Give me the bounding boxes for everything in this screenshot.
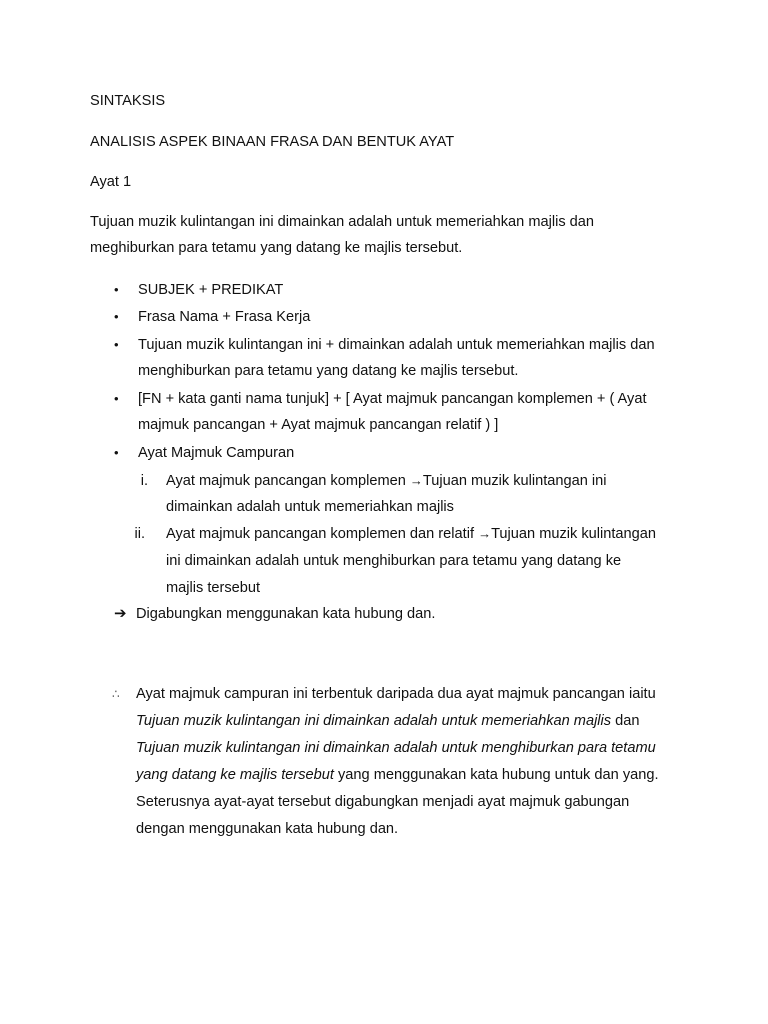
conclusion-line-5: Seterusnya ayat-ayat tersebut digabungkan menjadi ayat majmuk gabungan	[136, 794, 630, 810]
roman-item-ii-label: Ayat majmuk pancangan komplemen dan relatif	[166, 526, 479, 542]
bullet-item-phrase: Frasa Nama + Frasa Kerja	[138, 309, 311, 325]
roman-item-ii-text: Tujuan muzik kulintangan	[491, 526, 657, 542]
sentence-line-2: meghiburkan para tetamu yang datang ke majlis tersebut.	[90, 240, 463, 256]
bullet-item-formula-line-1: [FN + kata ganti nama tunjuk] + [ Ayat majmuk pancangan komplemen + ( Ayat	[138, 391, 647, 407]
sentence-line-1: Tujuan muzik kulintangan ini dimainkan adalah untuk memeriahkan majlis dan	[90, 214, 595, 230]
bullet-icon: •	[114, 309, 119, 324]
bullet-item-structure: SUBJEK + PREDIKAT	[138, 282, 284, 298]
conclusion-text: yang menggunakan kata hubung untuk dan yang.	[333, 767, 659, 783]
roman-item-i-line-2: dimainkan adalah untuk memeriahkan majlis	[166, 499, 454, 515]
conclusion-line-6: dengan menggunakan kata hubung dan.	[136, 821, 399, 837]
conclusion-line-1: Ayat majmuk campuran ini terbentuk daripada dua ayat majmuk pancangan iaitu	[136, 686, 656, 702]
roman-item-ii-line-1	[166, 524, 656, 544]
bullet-item-formula-line-2: majmuk pancangan + Ayat majmuk pancangan relatif ) ]	[138, 417, 499, 433]
bullet-item-sentence-type: Ayat Majmuk Campuran	[138, 445, 295, 461]
ayat-label: Ayat 1	[90, 174, 132, 190]
conclusion-line-4	[136, 765, 659, 785]
roman-item-i-text: Tujuan muzik kulintangan ini	[422, 473, 607, 489]
bullet-icon: •	[114, 337, 119, 352]
arrow-right-icon: →	[478, 526, 492, 541]
roman-item-ii-line-3: majlis tersebut	[166, 580, 261, 596]
roman-numeral-i: i.	[140, 473, 148, 489]
roman-item-i-line-1	[166, 471, 607, 491]
quoted-sentence: Tujuan muzik kulintangan ini dimainkan adalah untuk menghiburkan para tetamu	[136, 740, 656, 756]
document-subheading: ANALISIS ASPEK BINAAN FRASA DAN BENTUK AYAT	[90, 134, 455, 150]
arrow-note-text: Digabungkan menggunakan kata hubung dan.	[136, 606, 436, 622]
document-heading: SINTAKSIS	[90, 93, 166, 109]
arrow-right-icon: →	[409, 473, 423, 488]
conclusion-text: dan	[611, 713, 640, 729]
quoted-sentence: yang datang ke majlis tersebut	[136, 767, 334, 783]
roman-item-ii-line-2: ini dimainkan adalah untuk menghiburkan para tetamu yang datang ke	[166, 553, 622, 569]
bullet-item-split-line-1: Tujuan muzik kulintangan ini + dimainkan adalah untuk memeriahkan majlis dan	[138, 337, 655, 353]
bullet-item-split-line-2: menghiburkan para tetamu yang datang ke majlis tersebut.	[138, 363, 519, 379]
therefore-icon: ∴	[112, 687, 120, 701]
arrow-bullet-icon: ➔	[114, 605, 127, 622]
bullet-icon: •	[114, 391, 119, 406]
quoted-sentence: Tujuan muzik kulintangan ini dimainkan adalah untuk memeriahkan majlis	[136, 713, 612, 729]
bullet-icon: •	[114, 445, 119, 460]
conclusion-line-2	[136, 711, 640, 731]
roman-numeral-ii: ii.	[134, 526, 145, 542]
bullet-icon: •	[114, 282, 119, 297]
conclusion-line-3	[136, 738, 656, 758]
roman-item-i-label: Ayat majmuk pancangan komplemen	[166, 473, 410, 489]
